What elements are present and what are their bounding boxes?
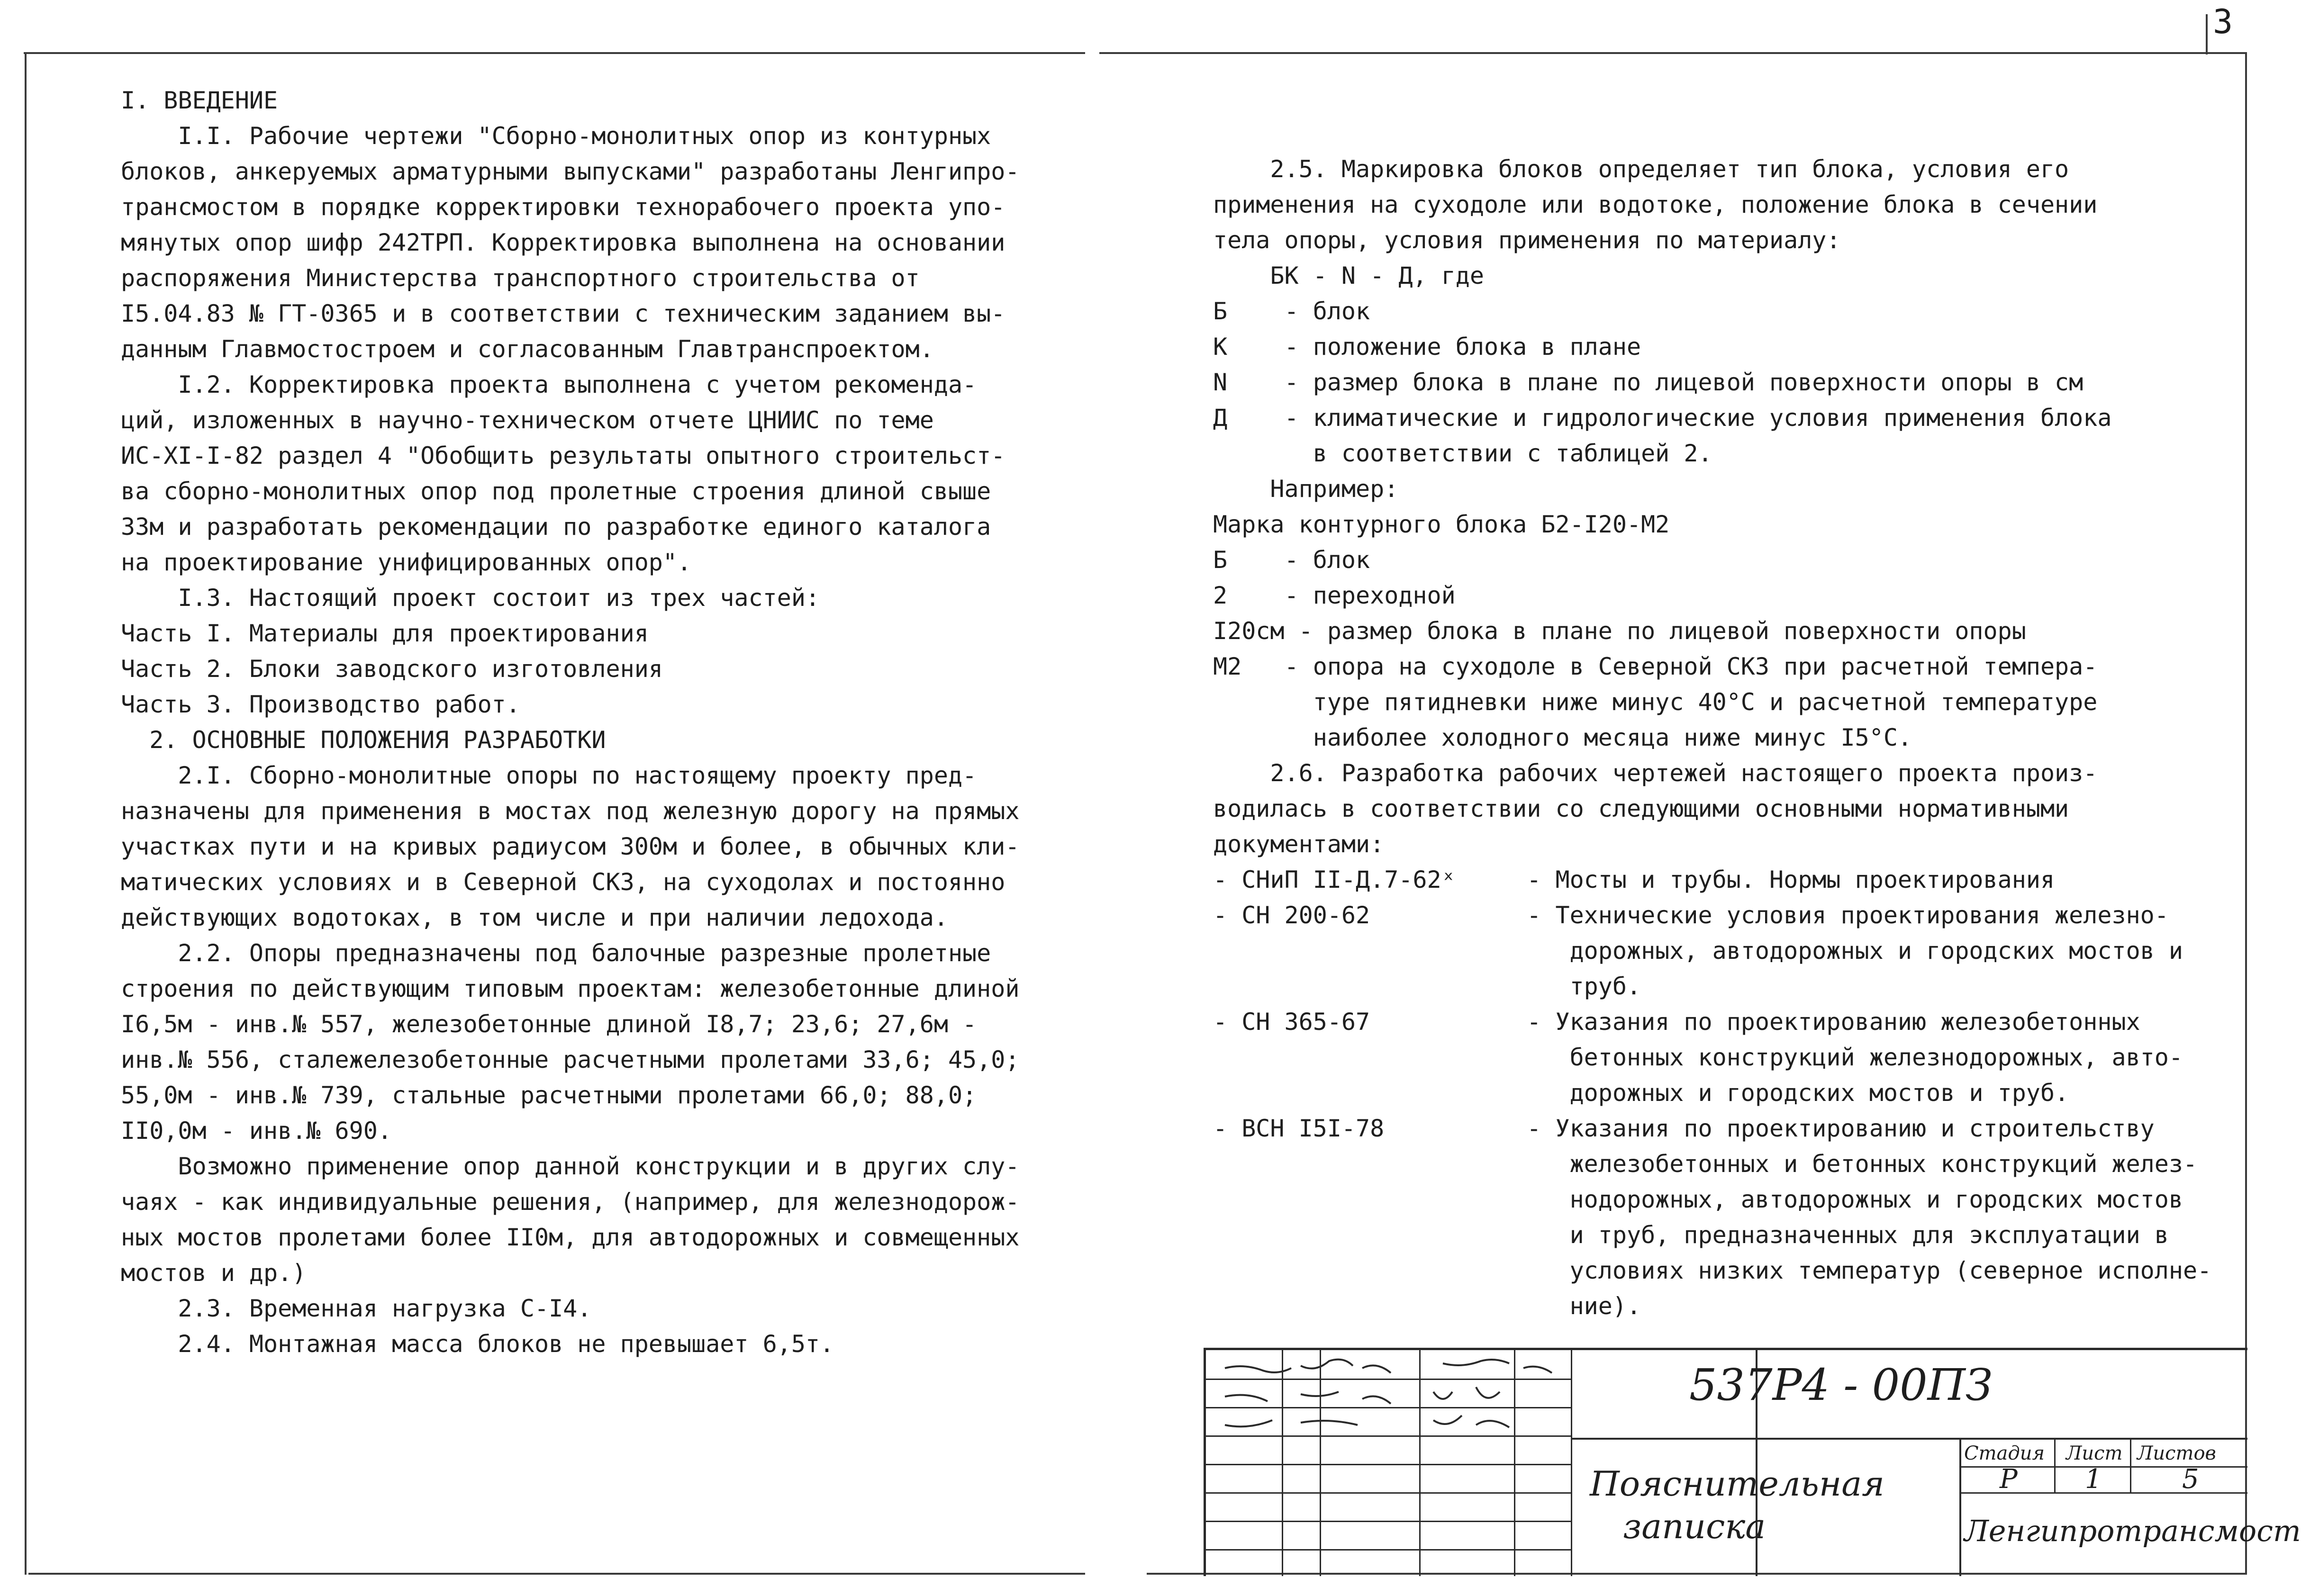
right-text-line: Например: (1213, 475, 1399, 503)
right-column (1213, 152, 2211, 1324)
right-text-line: Б - блок (1213, 298, 1370, 325)
sheets-value: 5 (2182, 1464, 2199, 1495)
left-text-line: на проектирование унифицированных опор". (121, 549, 692, 576)
left-text-line: трансмостом в порядке корректировки технорабочего проекта упо- (121, 193, 1006, 221)
left-text-line: Часть 3. Производство работ. (121, 691, 520, 718)
left-text-line: II0,0м - инв.№ 690. (121, 1117, 392, 1145)
left-text-line: распоряжения Министерства транспортного строительства от (121, 264, 920, 292)
right-text-line: дорожных и городских мостов и труб. (1213, 1079, 2069, 1107)
right-text-line: труб. (1213, 973, 1641, 1000)
left-text-line: 2.3. Временная нагрузка С-I4. (121, 1295, 592, 1322)
title-block (1204, 1348, 2301, 1576)
top-rule-right (1099, 52, 2246, 54)
left-text-line: чаях - как индивидуальные решения, (например, для железнодорож- (121, 1188, 1020, 1216)
right-text-line: 2 - переходной (1213, 582, 1456, 609)
right-text-line: - СНиП II-Д.7-62ˣ - Мосты и трубы. Нормы проектирования (1213, 866, 2055, 893)
left-text-line: 2. ОСНОВНЫЕ ПОЛОЖЕНИЯ РАЗРАБОТКИ (121, 726, 606, 754)
right-text-line: - СН 365-67 - Указания по проектированию железобетонных (1213, 1008, 2140, 1036)
right-text-line: - СН 200-62 - Технические условия проектирования железно- (1213, 902, 2169, 929)
left-text-line: ных мостов пролетами более II0м, для автодорожных и совмещенных (121, 1224, 1020, 1251)
right-text-line: условиях низких температур (северное исполне- (1213, 1257, 2212, 1284)
signature-marks (1211, 1354, 1685, 1439)
right-text-block (1213, 152, 2211, 1324)
right-text-line: в соответствии с таблицей 2. (1213, 440, 1712, 467)
left-text-line: I5.04.83 № ГТ-0365 и в соответствии с техническим заданием вы- (121, 300, 1006, 327)
title-line-1: Пояснительная (1590, 1464, 1884, 1504)
title-line-2: записка (1623, 1506, 1766, 1546)
sheets-label: Листов (2137, 1443, 2216, 1464)
left-text-line: 2.2. Опоры предназначены под балочные разрезные пролетные (121, 939, 991, 967)
left-text-line: I.2. Корректировка проекта выполнена с учетом рекоменда- (121, 371, 977, 398)
right-text-line: тела опоры, условия применения по материалу: (1213, 226, 1841, 254)
right-text-line: туре пятидневки ниже минус 40°С и расчетной температуре (1213, 688, 2098, 716)
right-text-line: и труб, предназначенных для эксплуатации в (1213, 1221, 2169, 1249)
left-text-line: данным Главмостостроем и согласованным Главтранспроектом. (121, 335, 934, 363)
bottom-rule-left (28, 1573, 1085, 1575)
left-text-line: матических условиях и в Северной СКЗ, на суходолах и постоянно (121, 868, 1006, 896)
left-text-line: назначены для применения в мостах под железную дорогу на прямых (121, 797, 1020, 825)
left-text-line: 33м и разработать рекомендации по разработке единого каталога (121, 513, 991, 541)
right-text-line: БК - N - Д, где (1213, 262, 1484, 289)
left-text-line: Часть 2. Блоки заводского изготовления (121, 655, 663, 683)
left-text-line: I6,5м - инв.№ 557, железобетонные длиной I8,7; 23,6; 27,6м - (121, 1010, 977, 1038)
right-border (2245, 52, 2247, 1575)
right-text-line: Д - климатические и гидрологические условия применения блока (1213, 404, 2112, 432)
right-text-line: дорожных, автодорожных и городских мостов и (1213, 937, 2183, 965)
right-text-line: нодорожных, автодорожных и городских мостов (1213, 1186, 2183, 1213)
left-text-line: Возможно применение опор данной конструкции и в других слу- (121, 1153, 1020, 1180)
left-text-line: инв.№ 556, сталежелезобетонные расчетными пролетами 33,6; 45,0; (121, 1046, 1020, 1073)
right-text-line: Б - блок (1213, 546, 1370, 574)
sheet-value: 1 (2085, 1464, 2102, 1495)
right-text-line: К - положение блока в плане (1213, 333, 1641, 361)
left-text-line: мостов и др.) (121, 1259, 307, 1287)
right-text-line: 2.5. Маркировка блоков определяет тип блока, условия его (1213, 155, 2069, 183)
stage-label: Стадия (1964, 1443, 2045, 1464)
left-text-line: Часть I. Материалы для проектирования (121, 620, 649, 647)
right-text-line: применения на суходоле или водотоке, положение блока в сечении (1213, 191, 2098, 218)
left-text-line: мянутых опор шифр 242ТРП. Корректировка выполнена на основании (121, 229, 1006, 256)
right-text-line: бетонных конструкций железнодорожных, авто- (1213, 1044, 2183, 1071)
right-text-line: - ВСН I5I-78 - Указания по проектированию и строительству (1213, 1115, 2155, 1142)
page-number: 3 (2213, 2, 2233, 41)
right-text-line: водилась в соответствии со следующими основными нормативными (1213, 795, 2069, 822)
right-text-line: документами: (1213, 830, 1385, 858)
left-text-line: I.3. Настоящий проект состоит из трех частей: (121, 584, 820, 612)
left-text-line: 55,0м - инв.№ 739, стальные расчетными пролетами 66,0; 88,0; (121, 1082, 977, 1109)
left-text-line: действующих водотоках, в том числе и при наличии ледохода. (121, 904, 948, 931)
left-text-line: I. ВВЕДЕНИЕ (121, 87, 278, 114)
left-text-line: ИС-XI-I-82 раздел 4 "Обобщить результаты опытного строительст- (121, 442, 1006, 469)
document-code: 537Р4 - 00ПЗ (1689, 1360, 1993, 1410)
left-text-line: блоков, анкеруемых арматурными выпусками" разработаны Ленгипро- (121, 158, 1020, 185)
sheet-label: Лист (2066, 1443, 2123, 1464)
right-text-line: ние). (1213, 1292, 1641, 1320)
left-text-line: I.I. Рабочие чертежи "Сборно-монолитных опор из контурных (121, 122, 991, 150)
left-column (121, 83, 1019, 1362)
left-text-line: ва сборно-монолитных опор под пролетные строения длиной свыше (121, 478, 991, 505)
right-text-line: 2.6. Разработка рабочих чертежей настоящего проекта произ- (1213, 759, 2098, 787)
organization-name: Ленгипротрансмост (1964, 1514, 2301, 1548)
left-text-block (121, 83, 1019, 1362)
left-text-line: ций, изложенных в научно-техническом отчете ЦНИИС по теме (121, 406, 934, 434)
left-text-line: участках пути и на кривых радиусом 300м и более, в обычных кли- (121, 833, 1020, 860)
top-rule-left (24, 52, 1085, 54)
right-text-line: М2 - опора на суходоле в Северной СКЗ при расчетной темпера- (1213, 653, 2098, 680)
right-text-line: наиболее холодного месяца ниже минус I5°С. (1213, 724, 1912, 751)
left-text-line: 2.I. Сборно-монолитные опоры по настоящему проекту пред- (121, 762, 977, 789)
right-text-line: Марка контурного блока Б2-I20-М2 (1213, 511, 1670, 538)
right-text-line: N - размер блока в плане по лицевой поверхности опоры в см (1213, 369, 2084, 396)
left-text-line: 2.4. Монтажная масса блоков не превышает 6,5т. (121, 1330, 834, 1358)
left-border (25, 52, 27, 1575)
page-number-divider (2206, 14, 2208, 54)
right-text-line: I20см - размер блока в плане по лицевой поверхности опоры (1213, 617, 2026, 645)
stage-value: Р (2000, 1464, 2018, 1495)
right-text-line: железобетонных и бетонных конструкций желез- (1213, 1150, 2198, 1178)
left-text-line: строения по действующим типовым проектам: железобетонные длиной (121, 975, 1020, 1002)
